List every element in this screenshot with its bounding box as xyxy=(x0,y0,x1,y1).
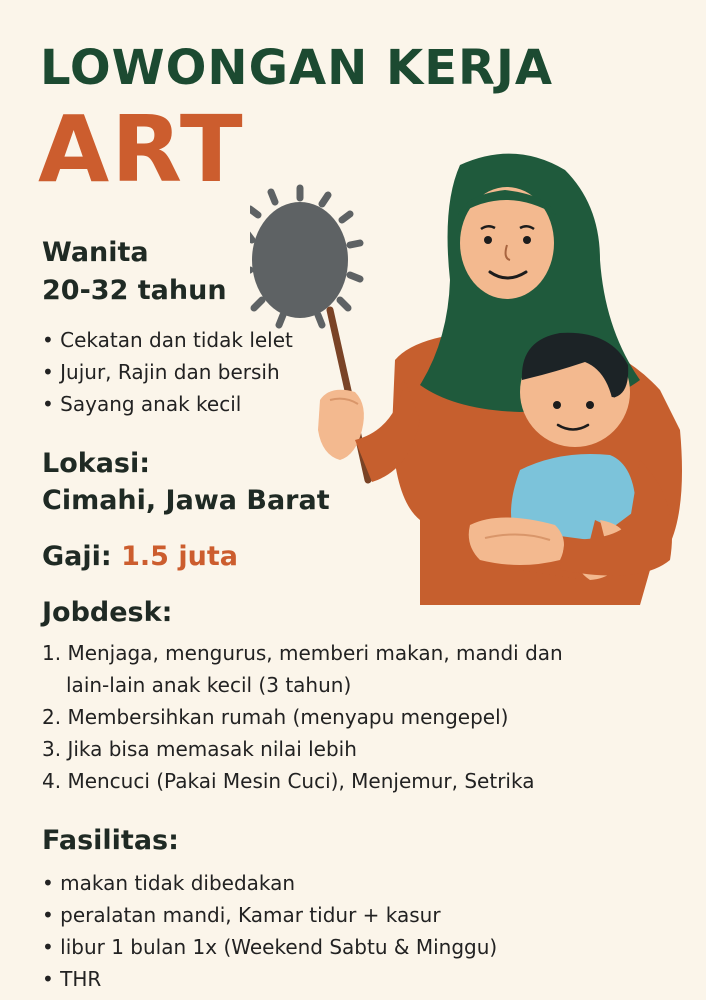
list-item-continuation: lain-lain anak kecil (3 tahun) xyxy=(66,673,352,697)
jobdesk-list xyxy=(42,637,563,797)
location-value: Cimahi, Jawa Barat xyxy=(42,485,330,516)
list-item: • makan tidak dibedakan xyxy=(42,867,497,899)
list-item: 4. Mencuci (Pakai Mesin Cuci), Menjemur, Setrika xyxy=(42,769,535,793)
salary-value: 1.5 juta xyxy=(121,541,238,572)
list-item: 3. Jika bisa memasak nilai lebih xyxy=(42,737,357,761)
salary-label: Gaji: xyxy=(42,541,112,572)
facilities-list xyxy=(42,867,497,995)
list-item: 2. Membersihkan rumah (menyapu mengepel) xyxy=(42,705,509,729)
list-item: • THR xyxy=(42,963,497,995)
list-item: • peralatan mandi, Kamar tidur + kasur xyxy=(42,899,497,931)
salary xyxy=(42,538,238,576)
list-item: • Cekatan dan tidak lelet xyxy=(42,324,293,356)
age-requirement: 20-32 tahun xyxy=(42,275,227,306)
gender-requirement: Wanita xyxy=(42,237,149,268)
facilities-heading: Fasilitas: xyxy=(42,825,179,856)
list-item: • Sayang anak kecil xyxy=(42,388,293,420)
location-label: Lokasi: xyxy=(42,448,151,479)
poster-title: LOWONGAN KERJA xyxy=(40,40,553,96)
list-item: • Jujur, Rajin dan bersih xyxy=(42,356,293,388)
jobdesk-heading: Jobdesk: xyxy=(42,597,173,628)
woman-holding-child-icon xyxy=(250,150,690,610)
list-item: • libur 1 bulan 1x (Weekend Sabtu & Minggu) xyxy=(42,931,497,963)
job-role: ART xyxy=(38,96,245,203)
feather-duster-icon xyxy=(250,188,360,325)
list-item: 1. Menjaga, mengurus, memberi makan, mandi dan xyxy=(42,641,563,665)
